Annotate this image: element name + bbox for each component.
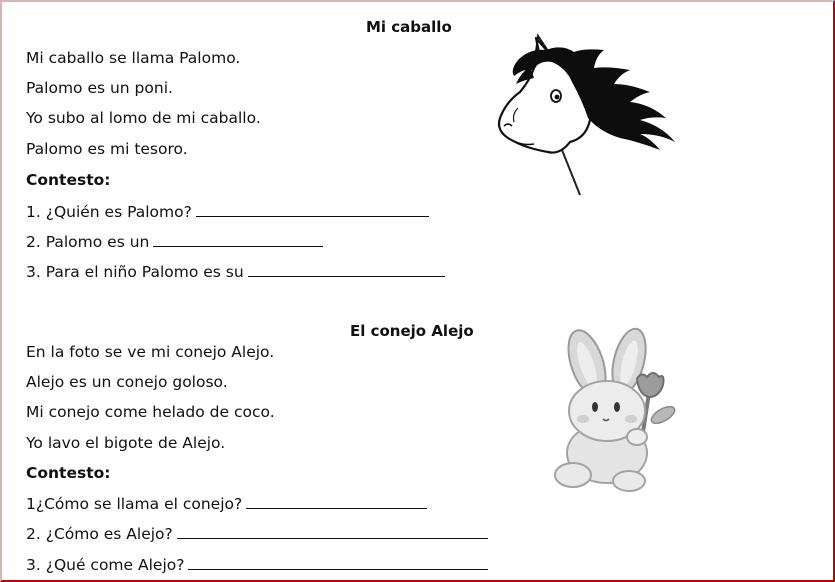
question-text: 1. ¿Quién es Palomo? xyxy=(26,203,192,221)
story2-line: En la foto se ve mi conejo Alejo. xyxy=(26,343,275,361)
question-text: 2. Palomo es un xyxy=(26,233,150,251)
story2-line: Yo lavo el bigote de Alejo. xyxy=(26,434,226,452)
answer-blank[interactable] xyxy=(188,555,488,570)
question-text: 1¿Cómo se llama el conejo? xyxy=(26,495,243,513)
answer-blank[interactable] xyxy=(177,524,488,539)
question-text: 3. ¿Qué come Alejo? xyxy=(26,556,185,574)
story1-question-1 xyxy=(26,202,429,221)
story2-question-3 xyxy=(26,555,488,574)
answer-blank[interactable] xyxy=(196,202,429,217)
bunny-image xyxy=(545,325,690,495)
question-text: 2. ¿Cómo es Alejo? xyxy=(26,525,173,543)
answer-blank[interactable] xyxy=(246,494,427,509)
story1-question-3 xyxy=(26,262,445,281)
story2-contesto: Contesto: xyxy=(26,464,111,482)
story2-line: Mi conejo come helado de coco. xyxy=(26,403,275,421)
story2-question-1 xyxy=(26,494,427,513)
story1-line: Palomo es mi tesoro. xyxy=(26,140,188,158)
question-text: 3. Para el niño Palomo es su xyxy=(26,263,244,281)
story1-line: Yo subo al lomo de mi caballo. xyxy=(26,109,261,127)
story2-title: El conejo Alejo xyxy=(350,322,474,340)
story1-question-2 xyxy=(26,232,323,251)
story1-contesto: Contesto: xyxy=(26,171,111,189)
story2-question-2 xyxy=(26,524,488,543)
story2-line: Alejo es un conejo goloso. xyxy=(26,373,228,391)
story1-title: Mi caballo xyxy=(366,18,452,36)
answer-blank[interactable] xyxy=(153,232,323,247)
horse-head-image xyxy=(490,30,690,200)
story1-line: Mi caballo se llama Palomo. xyxy=(26,49,241,67)
story1-line: Palomo es un poni. xyxy=(26,79,173,97)
answer-blank[interactable] xyxy=(248,262,445,277)
